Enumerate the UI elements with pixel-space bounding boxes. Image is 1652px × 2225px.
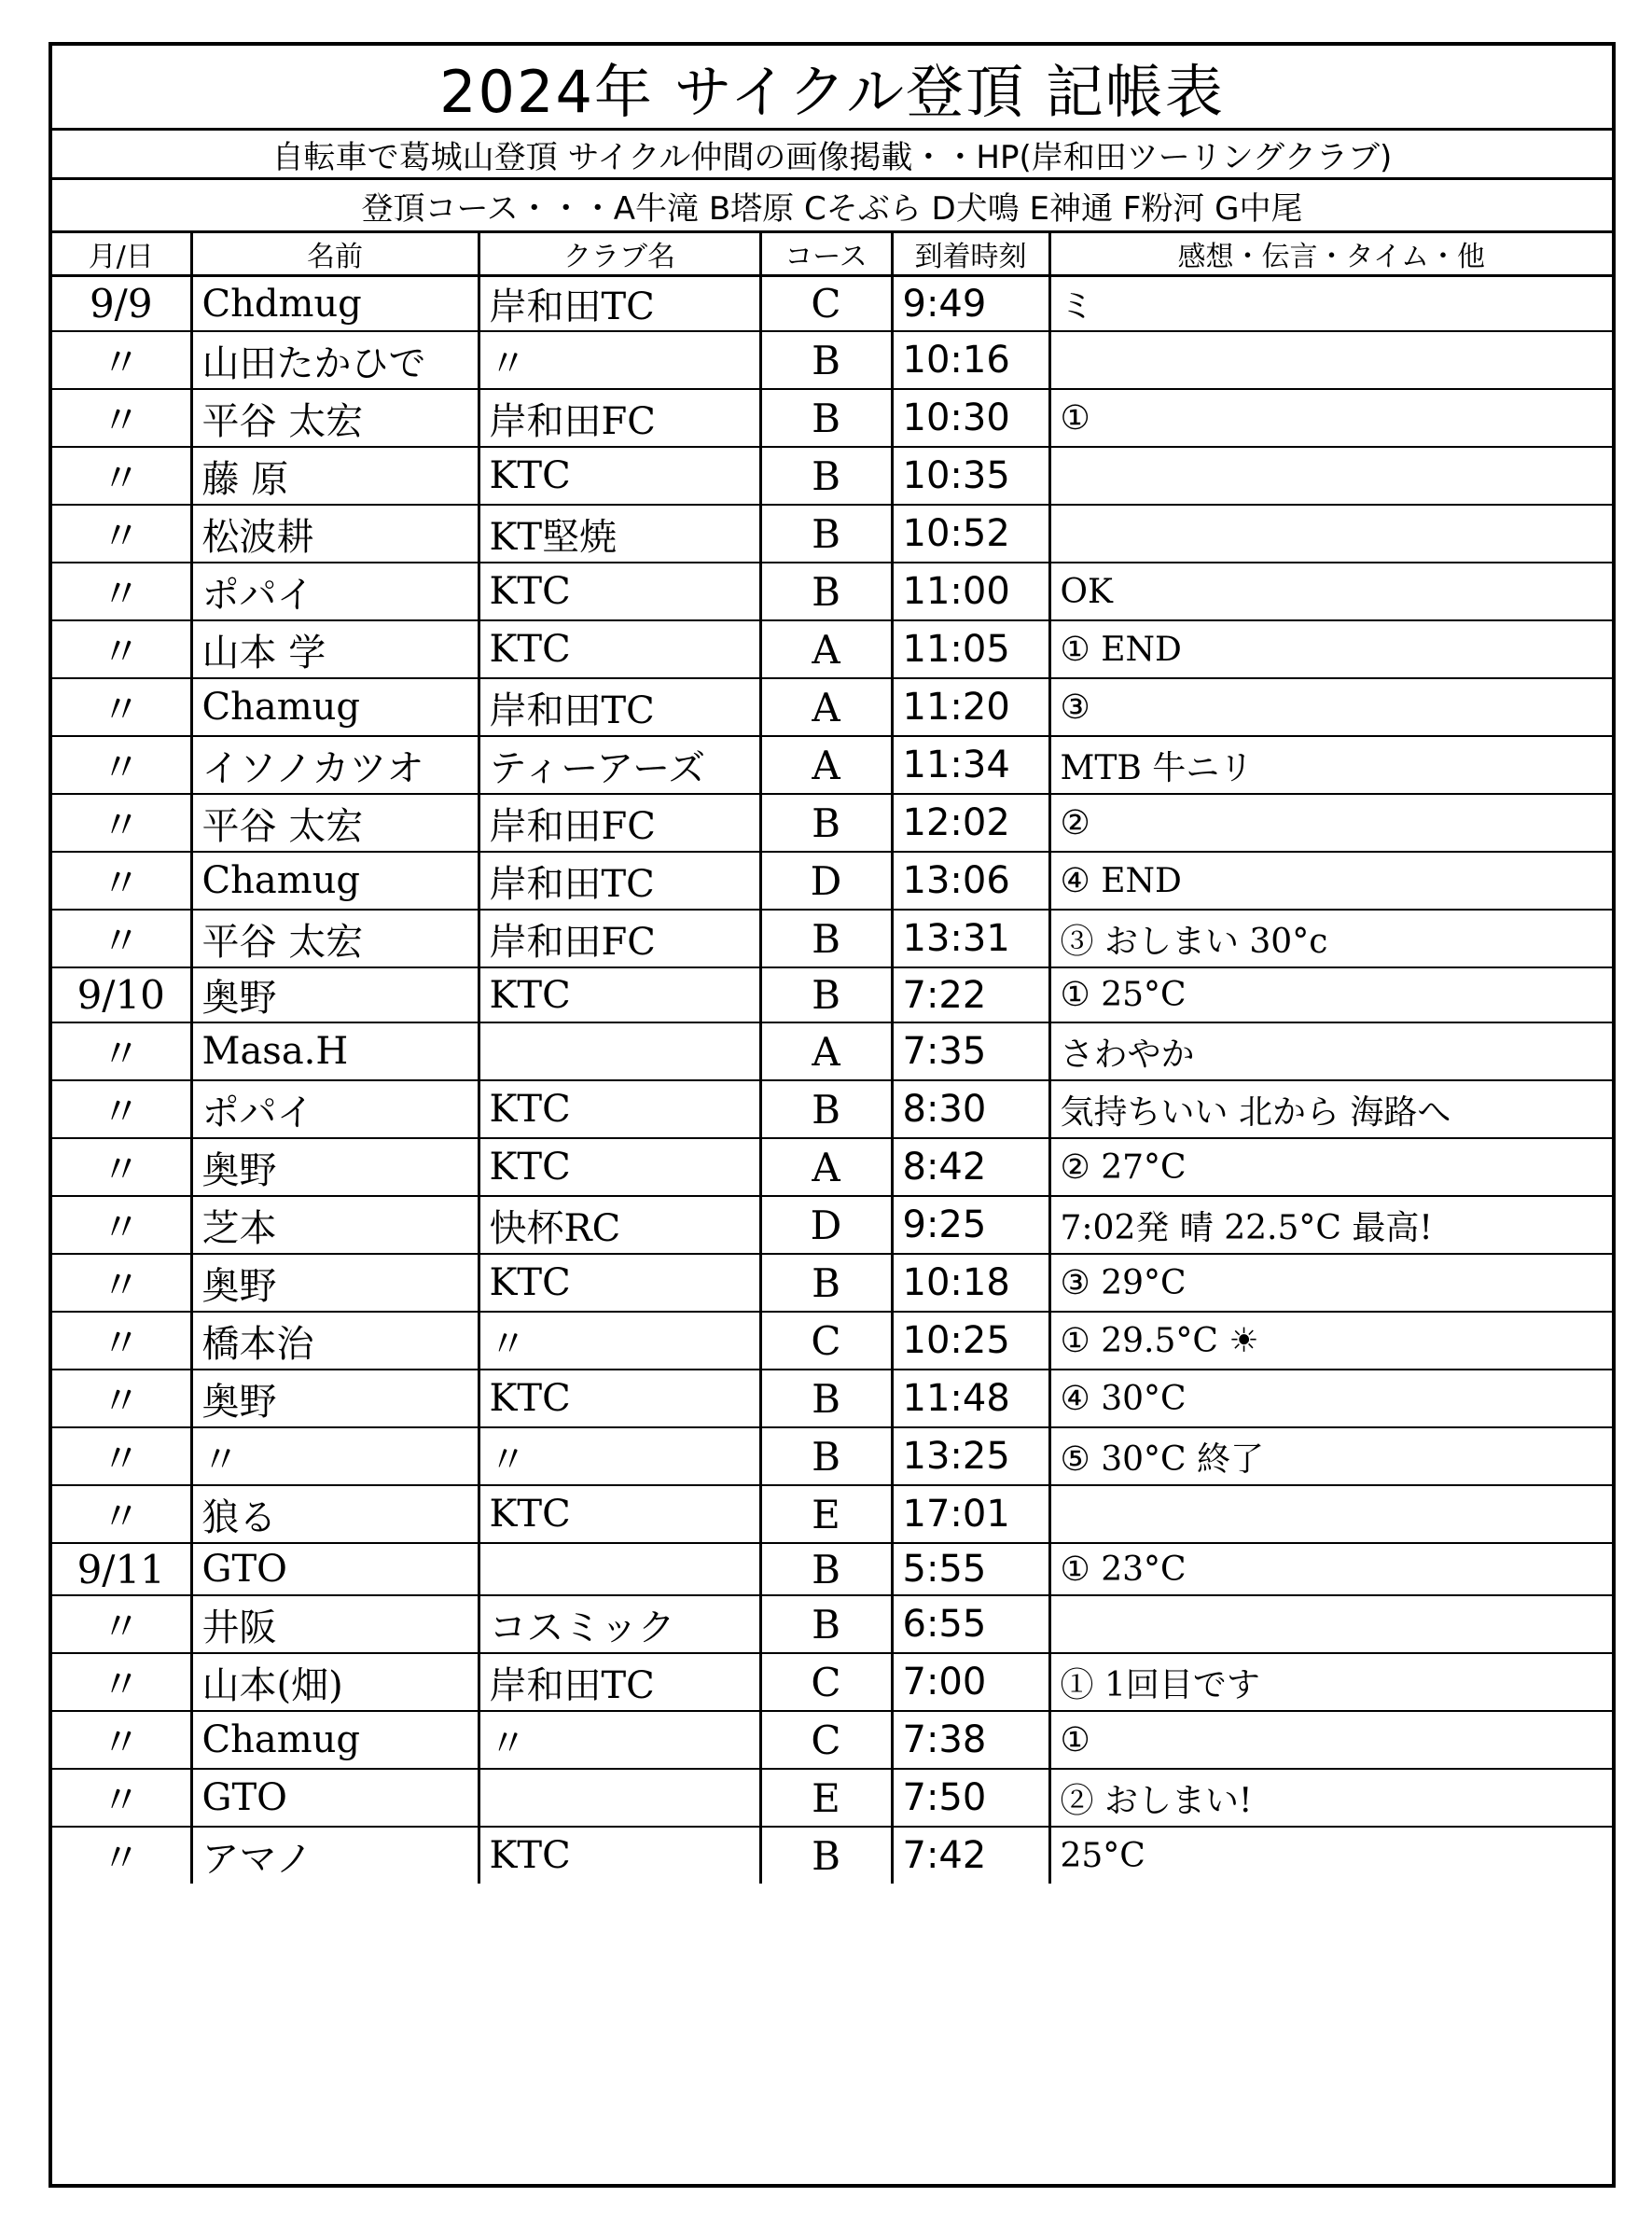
comment-cell: ① 1回目です — [1049, 1653, 1612, 1711]
course-cell: C — [760, 1312, 892, 1370]
time-cell: 10:18 — [892, 1254, 1049, 1312]
name-cell: GTO — [191, 1769, 479, 1827]
table-row — [52, 910, 1612, 967]
date-cell: 〃 — [52, 736, 191, 794]
club-cell: KTC — [479, 1254, 760, 1312]
comment-cell — [1049, 505, 1612, 563]
name-cell: GTO — [191, 1543, 479, 1595]
date-cell: 〃 — [52, 331, 191, 389]
date-cell: 〃 — [52, 1370, 191, 1427]
time-cell: 7:22 — [892, 967, 1049, 1022]
time-cell: 7:38 — [892, 1711, 1049, 1769]
name-cell: Masa.H — [191, 1022, 479, 1080]
club-cell: 岸和田FC — [479, 389, 760, 447]
date-cell: 〃 — [52, 1080, 191, 1138]
course-cell: B — [760, 794, 892, 852]
name-cell: 山田たかひで — [191, 331, 479, 389]
comment-cell: ① END — [1049, 620, 1612, 678]
course-cell: C — [760, 276, 892, 332]
course-cell: B — [760, 389, 892, 447]
table-row — [52, 331, 1612, 389]
time-cell: 13:31 — [892, 910, 1049, 967]
date-cell: 〃 — [52, 1254, 191, 1312]
date-cell: 〃 — [52, 1653, 191, 1711]
course-cell: B — [760, 447, 892, 505]
comment-cell: ① — [1049, 1711, 1612, 1769]
club-cell: コスミック — [479, 1595, 760, 1653]
comment-cell — [1049, 1595, 1612, 1653]
club-cell: 岸和田FC — [479, 910, 760, 967]
comment-cell: ② 27°C — [1049, 1138, 1612, 1196]
course-cell: B — [760, 505, 892, 563]
date-cell: 〃 — [52, 1827, 191, 1884]
comment-cell: ② おしまい! — [1049, 1769, 1612, 1827]
name-cell: 芝本 — [191, 1196, 479, 1254]
time-cell: 12:02 — [892, 794, 1049, 852]
date-cell: 〃 — [52, 389, 191, 447]
club-cell: ティーアーズ — [479, 736, 760, 794]
table-row — [52, 1595, 1612, 1653]
time-cell: 10:52 — [892, 505, 1049, 563]
club-cell: KT堅焼 — [479, 505, 760, 563]
time-cell: 7:00 — [892, 1653, 1049, 1711]
table-row — [52, 678, 1612, 736]
time-cell: 10:30 — [892, 389, 1049, 447]
comment-cell: ③ — [1049, 678, 1612, 736]
course-cell: A — [760, 620, 892, 678]
course-cell: A — [760, 1022, 892, 1080]
comment-cell: ① 23°C — [1049, 1543, 1612, 1595]
name-cell: 奥野 — [191, 967, 479, 1022]
course-cell: B — [760, 910, 892, 967]
club-cell: 岸和田TC — [479, 1653, 760, 1711]
course-cell: D — [760, 852, 892, 910]
date-cell: 〃 — [52, 852, 191, 910]
course-cell: A — [760, 736, 892, 794]
date-cell: 〃 — [52, 1595, 191, 1653]
table-row — [52, 1370, 1612, 1427]
name-cell: 藤 原 — [191, 447, 479, 505]
club-cell: 岸和田TC — [479, 678, 760, 736]
club-cell: KTC — [479, 1138, 760, 1196]
time-cell: 11:34 — [892, 736, 1049, 794]
time-cell: 11:48 — [892, 1370, 1049, 1427]
time-cell: 6:55 — [892, 1595, 1049, 1653]
comment-cell: 7:02発 晴 22.5°C 最高! — [1049, 1196, 1612, 1254]
time-cell: 11:05 — [892, 620, 1049, 678]
time-cell: 10:25 — [892, 1312, 1049, 1370]
comment-cell: ① — [1049, 389, 1612, 447]
table-row — [52, 389, 1612, 447]
course-cell: B — [760, 1370, 892, 1427]
table-row — [52, 1485, 1612, 1543]
time-cell: 9:25 — [892, 1196, 1049, 1254]
club-cell: KTC — [479, 447, 760, 505]
time-cell: 7:50 — [892, 1769, 1049, 1827]
date-cell: 〃 — [52, 563, 191, 620]
course-cell: B — [760, 1543, 892, 1595]
date-cell: 〃 — [52, 678, 191, 736]
club-cell: 〃 — [479, 1711, 760, 1769]
table-row — [52, 794, 1612, 852]
comment-cell — [1049, 1485, 1612, 1543]
club-cell: 快杯RC — [479, 1196, 760, 1254]
time-cell: 8:30 — [892, 1080, 1049, 1138]
date-cell: 9/9 — [52, 276, 191, 332]
club-cell: KTC — [479, 1080, 760, 1138]
club-cell: KTC — [479, 1485, 760, 1543]
name-cell: 狼る — [191, 1485, 479, 1543]
comment-cell: ミ — [1049, 276, 1612, 332]
name-cell: Chamug — [191, 678, 479, 736]
course-cell: E — [760, 1485, 892, 1543]
comment-cell: ② — [1049, 794, 1612, 852]
time-cell: 13:25 — [892, 1427, 1049, 1485]
course-legend: 登頂コース・・・A牛滝 B塔原 Cそぶら D犬鳴 E神通 F粉河 G中尾 — [52, 180, 1612, 233]
time-cell: 13:06 — [892, 852, 1049, 910]
date-cell: 〃 — [52, 447, 191, 505]
header-name: 名前 — [191, 233, 479, 276]
time-cell: 7:42 — [892, 1827, 1049, 1884]
name-cell: 松波耕 — [191, 505, 479, 563]
club-cell: KTC — [479, 620, 760, 678]
table-row — [52, 563, 1612, 620]
comment-cell: ③ 29°C — [1049, 1254, 1612, 1312]
course-cell: B — [760, 331, 892, 389]
table-row — [52, 1653, 1612, 1711]
date-cell: 〃 — [52, 910, 191, 967]
comment-cell: ③ おしまい 30°c — [1049, 910, 1612, 967]
club-cell: KTC — [479, 1370, 760, 1427]
date-cell: 〃 — [52, 505, 191, 563]
time-cell: 10:35 — [892, 447, 1049, 505]
date-cell: 〃 — [52, 1711, 191, 1769]
comment-cell: ① 29.5°C ☀ — [1049, 1312, 1612, 1370]
course-cell: A — [760, 1138, 892, 1196]
date-cell: 〃 — [52, 620, 191, 678]
name-cell: 山本(畑) — [191, 1653, 479, 1711]
table-row — [52, 1196, 1612, 1254]
table-row — [52, 1254, 1612, 1312]
table-row — [52, 1080, 1612, 1138]
header-time: 到着時刻 — [892, 233, 1049, 276]
comment-cell — [1049, 447, 1612, 505]
time-cell: 11:20 — [892, 678, 1049, 736]
sheet-title: 2024年 サイクル登頂 記帳表 — [52, 46, 1612, 131]
date-cell: 〃 — [52, 1138, 191, 1196]
header-course: コース — [760, 233, 892, 276]
table-body — [52, 276, 1612, 1884]
club-cell: 岸和田TC — [479, 852, 760, 910]
comment-cell: ④ 30°C — [1049, 1370, 1612, 1427]
comment-cell: ① 25°C — [1049, 967, 1612, 1022]
sheet-subtitle: 自転車で葛城山登頂 サイクル仲間の画像掲載・・HP(岸和田ツーリングクラブ) — [52, 131, 1612, 180]
name-cell: ポパイ — [191, 563, 479, 620]
course-cell: B — [760, 967, 892, 1022]
table-row — [52, 1827, 1612, 1884]
time-cell: 5:55 — [892, 1543, 1049, 1595]
club-cell: KTC — [479, 1827, 760, 1884]
name-cell: 〃 — [191, 1427, 479, 1485]
club-cell: 〃 — [479, 331, 760, 389]
course-cell: B — [760, 1827, 892, 1884]
table-row — [52, 620, 1612, 678]
name-cell: 奥野 — [191, 1254, 479, 1312]
club-cell — [479, 1769, 760, 1827]
club-cell: 岸和田TC — [479, 276, 760, 332]
club-cell — [479, 1022, 760, 1080]
table-row — [52, 1312, 1612, 1370]
course-cell: B — [760, 1080, 892, 1138]
table-row — [52, 967, 1612, 1022]
time-cell: 11:00 — [892, 563, 1049, 620]
club-cell: KTC — [479, 563, 760, 620]
course-cell: A — [760, 678, 892, 736]
date-cell: 〃 — [52, 1312, 191, 1370]
course-cell: B — [760, 1595, 892, 1653]
table-row — [52, 1427, 1612, 1485]
comment-cell: 気持ちいい 北から 海路へ — [1049, 1080, 1612, 1138]
name-cell: 奥野 — [191, 1138, 479, 1196]
register-sheet — [49, 42, 1616, 2188]
comment-cell: OK — [1049, 563, 1612, 620]
table-row — [52, 852, 1612, 910]
club-cell: 〃 — [479, 1427, 760, 1485]
name-cell: 平谷 太宏 — [191, 389, 479, 447]
date-cell: 〃 — [52, 1769, 191, 1827]
name-cell: 平谷 太宏 — [191, 910, 479, 967]
comment-cell: ④ END — [1049, 852, 1612, 910]
table-row — [52, 447, 1612, 505]
date-cell: 〃 — [52, 1196, 191, 1254]
name-cell: アマノ — [191, 1827, 479, 1884]
course-cell: C — [760, 1653, 892, 1711]
date-cell: 〃 — [52, 1427, 191, 1485]
name-cell: 橋本治 — [191, 1312, 479, 1370]
club-cell: 岸和田FC — [479, 794, 760, 852]
table-row — [52, 505, 1612, 563]
time-cell: 10:16 — [892, 331, 1049, 389]
header-comment: 感想・伝言・タイム・他 — [1049, 233, 1612, 276]
name-cell: 井阪 — [191, 1595, 479, 1653]
date-cell: 9/10 — [52, 967, 191, 1022]
name-cell: 奥野 — [191, 1370, 479, 1427]
name-cell: 平谷 太宏 — [191, 794, 479, 852]
date-cell: 〃 — [52, 1022, 191, 1080]
table-row — [52, 1543, 1612, 1595]
table-row — [52, 1711, 1612, 1769]
club-cell: KTC — [479, 967, 760, 1022]
course-cell: B — [760, 1427, 892, 1485]
comment-cell: 25°C — [1060, 1836, 1145, 1875]
comment-cell: さわやか — [1049, 1022, 1612, 1080]
club-cell: 〃 — [479, 1312, 760, 1370]
name-cell: Chamug — [191, 1711, 479, 1769]
table-row — [52, 736, 1612, 794]
table-row — [52, 1138, 1612, 1196]
comment-cell: MTB 牛ニリ — [1049, 736, 1612, 794]
name-cell: イソノカツオ — [191, 736, 479, 794]
course-cell: B — [760, 563, 892, 620]
club-cell — [479, 1543, 760, 1595]
name-cell: 山本 学 — [191, 620, 479, 678]
name-cell: Chdmug — [191, 276, 479, 332]
name-cell: ポパイ — [191, 1080, 479, 1138]
date-cell: 〃 — [52, 794, 191, 852]
course-cell: B — [760, 1254, 892, 1312]
time-cell: 8:42 — [892, 1138, 1049, 1196]
date-cell: 〃 — [52, 1485, 191, 1543]
header-club: クラブ名 — [479, 233, 760, 276]
date-cell: 9/11 — [52, 1543, 191, 1595]
time-cell: 17:01 — [892, 1485, 1049, 1543]
course-cell: C — [760, 1711, 892, 1769]
table-row — [52, 1022, 1612, 1080]
name-cell: Chamug — [191, 852, 479, 910]
table-row — [52, 1769, 1612, 1827]
header-date: 月/日 — [52, 233, 191, 276]
comment-cell: ⑤ 30°C 終了 — [1049, 1427, 1612, 1485]
table-row — [52, 276, 1612, 332]
course-cell: D — [760, 1196, 892, 1254]
log-table — [52, 233, 1612, 1884]
time-cell: 7:35 — [892, 1022, 1049, 1080]
course-cell: E — [760, 1769, 892, 1827]
comment-cell — [1049, 331, 1612, 389]
time-cell: 9:49 — [892, 276, 1049, 332]
header-row — [52, 233, 1612, 276]
